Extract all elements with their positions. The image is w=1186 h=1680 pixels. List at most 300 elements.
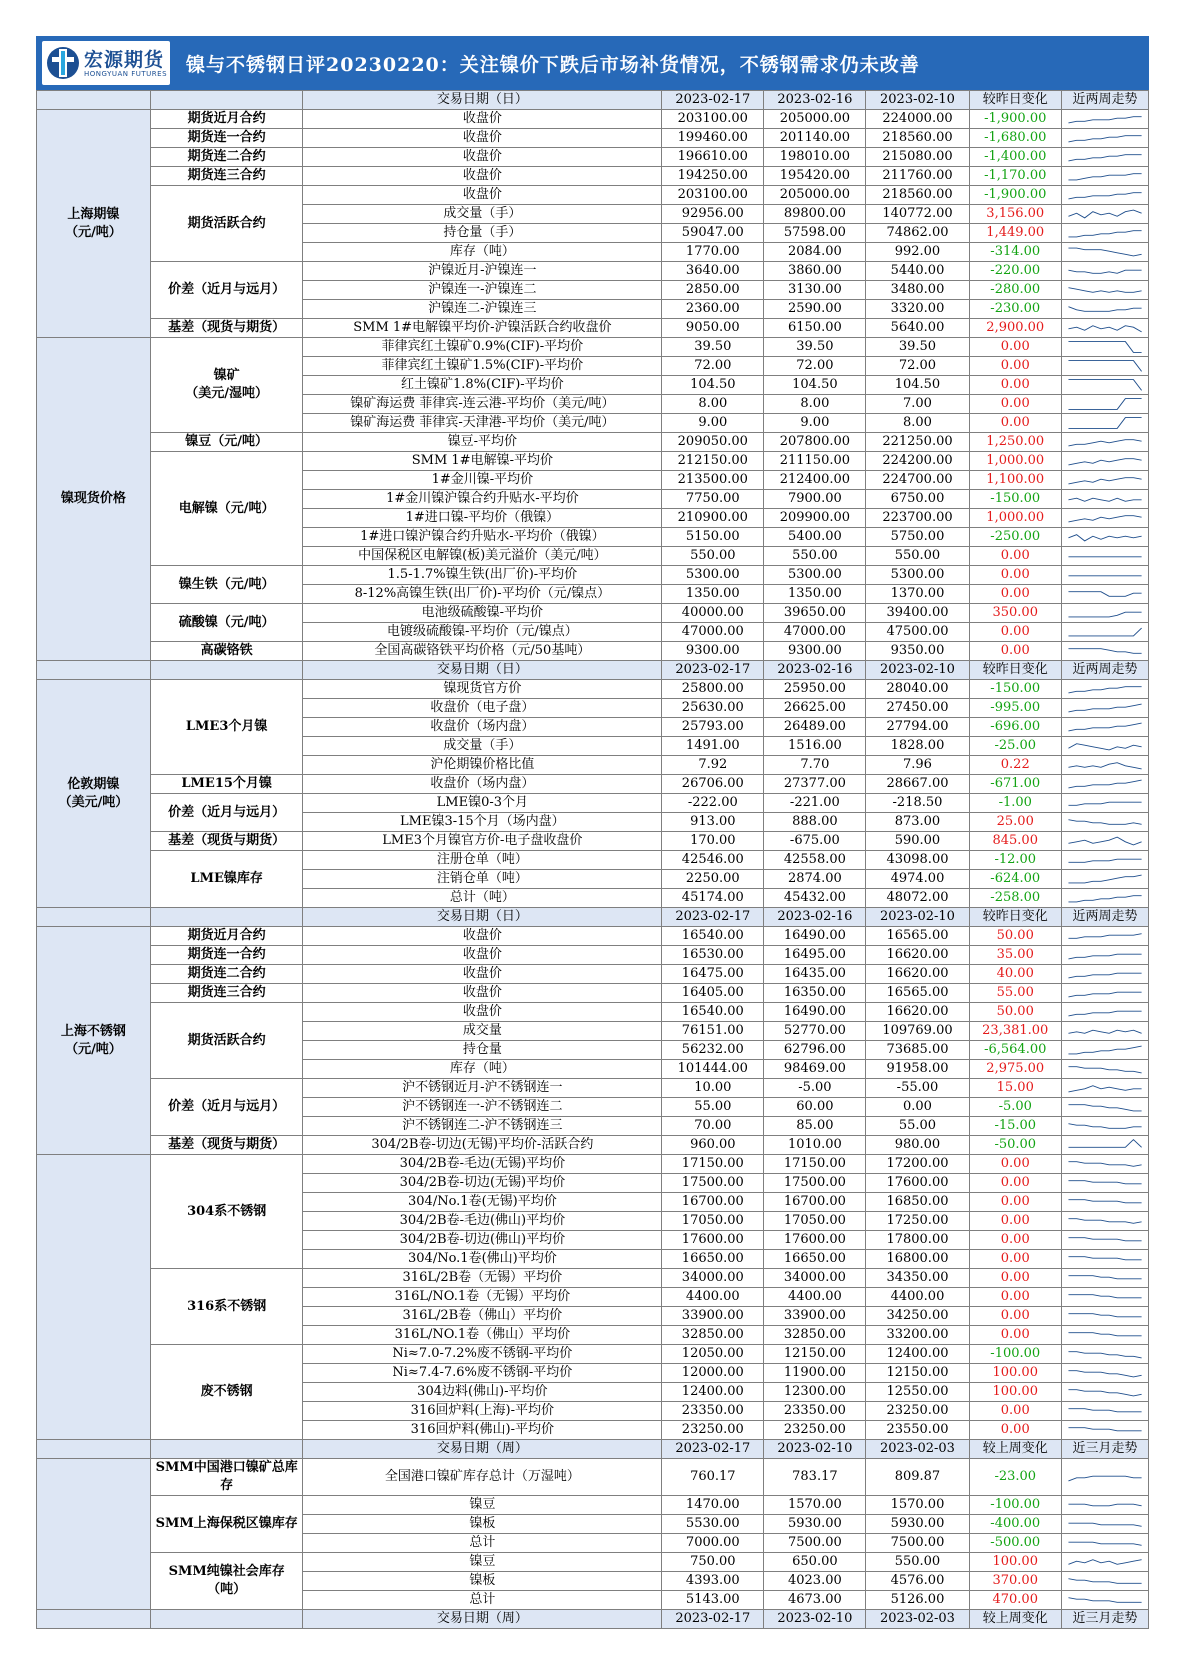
header-change: 较昨日变化 [969, 908, 1061, 927]
value-current: 7750.00 [662, 490, 764, 509]
item-label: 316L/2B卷（无锡）平均价 [303, 1269, 662, 1288]
trend-sparkline [1061, 1060, 1148, 1079]
data-sheet [36, 90, 1149, 1629]
value-prev: 1516.00 [764, 737, 866, 756]
item-label: 沪镍近月-沪镍连一 [303, 262, 662, 281]
value-change: 370.00 [969, 1572, 1061, 1591]
sparkline-series [1068, 954, 1141, 959]
group-label: 上海不锈钢 （元/吨） [37, 927, 151, 1155]
sparkline-series [1068, 1390, 1141, 1396]
trend-sparkline [1061, 566, 1148, 585]
value-week-ago: 6750.00 [866, 490, 969, 509]
value-week-ago: 590.00 [866, 832, 969, 851]
company-logo [42, 41, 170, 85]
sparkline-chart [1062, 205, 1148, 223]
subgroup-label: LME15个月镍 [150, 775, 303, 794]
value-week-ago: 224000.00 [866, 110, 969, 129]
logo-english-name: HONGYUAN FUTURES [84, 70, 168, 78]
sparkline-series [1068, 1030, 1141, 1033]
item-label: 镍豆 [303, 1496, 662, 1515]
value-week-ago: 33200.00 [866, 1326, 969, 1345]
trend-sparkline [1061, 699, 1148, 718]
sparkline-chart [1062, 794, 1148, 812]
value-prev: 3130.00 [764, 281, 866, 300]
value-current: 101444.00 [662, 1060, 764, 1079]
value-week-ago: 215080.00 [866, 148, 969, 167]
value-prev: 89800.00 [764, 205, 866, 224]
trend-sparkline [1061, 471, 1148, 490]
value-change: -1,400.00 [969, 148, 1061, 167]
sparkline-chart [1062, 357, 1148, 375]
value-change: -1.00 [969, 794, 1061, 813]
trend-sparkline [1061, 604, 1148, 623]
trend-sparkline [1061, 756, 1148, 775]
value-week-ago: 34250.00 [866, 1307, 969, 1326]
item-label: 沪不锈钢连二-沪不锈钢连三 [303, 1117, 662, 1136]
header-blank [150, 908, 303, 927]
item-label: 1#进口镍-平均价（俄镍） [303, 509, 662, 528]
trend-sparkline [1061, 680, 1148, 699]
value-prev: 209900.00 [764, 509, 866, 528]
value-prev: 4400.00 [764, 1288, 866, 1307]
value-prev: 16650.00 [764, 1250, 866, 1269]
value-week-ago: 16850.00 [866, 1193, 969, 1212]
value-current: 1491.00 [662, 737, 764, 756]
sparkline-chart [1062, 300, 1148, 318]
sparkline-chart [1062, 775, 1148, 793]
header-blank [150, 1610, 303, 1629]
value-current: 196610.00 [662, 148, 764, 167]
value-prev: 98469.00 [764, 1060, 866, 1079]
item-label: 1#进口镍沪镍合约升贴水-平均价（俄镍） [303, 528, 662, 547]
trend-sparkline [1061, 1364, 1148, 1383]
value-prev: 52770.00 [764, 1022, 866, 1041]
value-change: -400.00 [969, 1515, 1061, 1534]
sparkline-series [1068, 270, 1141, 273]
sparkline-chart [1062, 1212, 1148, 1230]
sparkline-series [1068, 1181, 1141, 1184]
value-current: 25800.00 [662, 680, 764, 699]
value-prev: 16490.00 [764, 1003, 866, 1022]
header-trend: 近两周走势 [1061, 91, 1148, 110]
header-blank [150, 91, 303, 110]
value-change: 1,000.00 [969, 452, 1061, 471]
header-date-1: 2023-02-17 [662, 661, 764, 680]
value-prev: 42558.00 [764, 851, 866, 870]
value-prev: 4023.00 [764, 1572, 866, 1591]
subgroup-label: 高碳铬铁 [150, 642, 303, 661]
value-change: 1,250.00 [969, 433, 1061, 452]
table-row [37, 110, 1149, 129]
item-label: 316L/NO.1卷（佛山）平均价 [303, 1326, 662, 1345]
value-current: 760.17 [662, 1459, 764, 1496]
value-prev: 207800.00 [764, 433, 866, 452]
value-week-ago: 39.50 [866, 338, 969, 357]
table-row [37, 775, 1149, 794]
value-change: 0.00 [969, 338, 1061, 357]
sparkline-chart [1062, 718, 1148, 736]
item-label: 镍矿海运费 菲律宾-天津港-平均价（美元/吨） [303, 414, 662, 433]
value-prev: 2874.00 [764, 870, 866, 889]
value-current: 25793.00 [662, 718, 764, 737]
sparkline-series [1068, 1086, 1141, 1092]
value-current: 12050.00 [662, 1345, 764, 1364]
value-prev: 72.00 [764, 357, 866, 376]
item-label: Ni≈7.4-7.6%废不锈钢-平均价 [303, 1364, 662, 1383]
value-current: -222.00 [662, 794, 764, 813]
trend-sparkline [1061, 243, 1148, 262]
sparkline-series [1068, 744, 1141, 750]
item-label: 收盘价（场内盘） [303, 718, 662, 737]
header-trend: 近三月走势 [1061, 1610, 1148, 1629]
sparkline-series [1068, 361, 1141, 372]
value-current: 5143.00 [662, 1591, 764, 1610]
sparkline-chart [1062, 1468, 1148, 1486]
value-change: -220.00 [969, 262, 1061, 281]
value-week-ago: 5300.00 [866, 566, 969, 585]
subgroup-label: 电解镍（元/吨） [150, 452, 303, 566]
value-week-ago: 5126.00 [866, 1591, 969, 1610]
value-change: 0.00 [969, 414, 1061, 433]
header-change: 较上周变化 [969, 1440, 1061, 1459]
item-label: 316L/2B卷（佛山）平均价 [303, 1307, 662, 1326]
value-change: 2,975.00 [969, 1060, 1061, 1079]
item-label: 全国高碳铬铁平均价格（元/50基吨） [303, 642, 662, 661]
sparkline-series [1068, 288, 1141, 293]
value-change: 1,000.00 [969, 509, 1061, 528]
trend-sparkline [1061, 205, 1148, 224]
value-current: 3640.00 [662, 262, 764, 281]
value-week-ago: 55.00 [866, 1117, 969, 1136]
value-prev: 12300.00 [764, 1383, 866, 1402]
subgroup-label: 期货连一合约 [150, 129, 303, 148]
item-label: 收盘价 [303, 129, 662, 148]
value-week-ago: 16565.00 [866, 927, 969, 946]
table-row [37, 338, 1149, 357]
table-row [37, 680, 1149, 699]
value-current: 212150.00 [662, 452, 764, 471]
trend-sparkline [1061, 110, 1148, 129]
value-prev: 5400.00 [764, 528, 866, 547]
value-prev: 8.00 [764, 395, 866, 414]
item-label: 1#金川镍-平均价 [303, 471, 662, 490]
sparkline-chart [1062, 1136, 1148, 1154]
value-current: 17600.00 [662, 1231, 764, 1250]
value-week-ago: 5930.00 [866, 1515, 969, 1534]
sparkline-chart [1062, 1193, 1148, 1211]
subgroup-label: SMM中国港口镍矿总库存 [150, 1459, 303, 1496]
value-prev: -221.00 [764, 794, 866, 813]
value-current: 2250.00 [662, 870, 764, 889]
subgroup-label: 基差（现货与期货） [150, 319, 303, 338]
value-current: 39.50 [662, 338, 764, 357]
value-week-ago: 74862.00 [866, 224, 969, 243]
sparkline-series [1068, 231, 1141, 237]
value-prev: 26489.00 [764, 718, 866, 737]
value-current: 960.00 [662, 1136, 764, 1155]
value-change: 40.00 [969, 965, 1061, 984]
table-row [37, 642, 1149, 661]
value-prev: 205000.00 [764, 186, 866, 205]
value-prev: 3860.00 [764, 262, 866, 281]
table-row [37, 167, 1149, 186]
value-change: 0.22 [969, 756, 1061, 775]
value-change: 0.00 [969, 1307, 1061, 1326]
item-label: 304/2B卷-切边(无锡)平均价-活跃合约 [303, 1136, 662, 1155]
value-week-ago: 992.00 [866, 243, 969, 262]
sparkline-chart [1062, 1383, 1148, 1401]
value-current: 10.00 [662, 1079, 764, 1098]
table-row [37, 148, 1149, 167]
value-week-ago: 16620.00 [866, 1003, 969, 1022]
value-week-ago: 5640.00 [866, 319, 969, 338]
sparkline-series [1068, 1257, 1141, 1260]
value-current: 40000.00 [662, 604, 764, 623]
sparkline-chart [1062, 414, 1148, 432]
value-week-ago: 91958.00 [866, 1060, 969, 1079]
item-label: 总计 [303, 1591, 662, 1610]
value-week-ago: 1370.00 [866, 585, 969, 604]
trend-sparkline [1061, 1098, 1148, 1117]
value-change: 0.00 [969, 357, 1061, 376]
value-week-ago: 7.00 [866, 395, 969, 414]
sparkline-series [1068, 1295, 1141, 1298]
sparkline-chart [1062, 1345, 1148, 1363]
trend-sparkline [1061, 1307, 1148, 1326]
value-week-ago: 48072.00 [866, 889, 969, 908]
subgroup-label: 价差（近月与远月） [150, 794, 303, 832]
value-change: -5.00 [969, 1098, 1061, 1117]
value-current: 213500.00 [662, 471, 764, 490]
sparkline-series [1068, 459, 1141, 465]
header-trend: 近两周走势 [1061, 908, 1148, 927]
value-prev: 205000.00 [764, 110, 866, 129]
item-label: 收盘价 [303, 1003, 662, 1022]
trend-sparkline [1061, 775, 1148, 794]
sparkline-series [1068, 723, 1141, 731]
value-prev: 23350.00 [764, 1402, 866, 1421]
table-row [37, 1155, 1149, 1174]
value-change: -100.00 [969, 1496, 1061, 1515]
sparkline-chart [1062, 376, 1148, 394]
item-label: 收盘价（电子盘） [303, 699, 662, 718]
trend-sparkline [1061, 813, 1148, 832]
value-week-ago: 224200.00 [866, 452, 969, 471]
value-current: 913.00 [662, 813, 764, 832]
item-label: 316L/NO.1卷（无锡）平均价 [303, 1288, 662, 1307]
value-change: 1,100.00 [969, 471, 1061, 490]
trend-sparkline [1061, 946, 1148, 965]
header-date-1: 2023-02-17 [662, 1440, 764, 1459]
trend-sparkline [1061, 718, 1148, 737]
header-blank [37, 1610, 151, 1629]
sparkline-series [1068, 837, 1141, 845]
value-prev: 85.00 [764, 1117, 866, 1136]
item-label: 收盘价 [303, 110, 662, 129]
trend-sparkline [1061, 1193, 1148, 1212]
sparkline-series [1068, 704, 1141, 712]
item-label: 304/No.1卷(佛山)平均价 [303, 1250, 662, 1269]
value-change: 50.00 [969, 927, 1061, 946]
value-week-ago: 223700.00 [866, 509, 969, 528]
trend-sparkline [1061, 1534, 1148, 1553]
trend-sparkline [1061, 281, 1148, 300]
item-label: 316回炉料(上海)-平均价 [303, 1402, 662, 1421]
value-current: 2360.00 [662, 300, 764, 319]
value-current: 23350.00 [662, 1402, 764, 1421]
table-row [37, 433, 1149, 452]
trend-sparkline [1061, 889, 1148, 908]
sparkline-chart [1062, 433, 1148, 451]
value-prev: 7900.00 [764, 490, 866, 509]
item-label: 304/No.1卷(无锡)平均价 [303, 1193, 662, 1212]
header-date-2: 2023-02-16 [764, 91, 866, 110]
value-week-ago: 809.87 [866, 1459, 969, 1496]
value-change: 0.00 [969, 395, 1061, 414]
value-prev: 16700.00 [764, 1193, 866, 1212]
value-prev: 39.50 [764, 338, 866, 357]
item-label: 收盘价 [303, 927, 662, 946]
trend-sparkline [1061, 338, 1148, 357]
sparkline-series [1068, 342, 1141, 353]
sparkline-chart [1062, 756, 1148, 774]
sparkline-chart [1062, 737, 1148, 755]
subgroup-label: 期货活跃合约 [150, 186, 303, 262]
value-change: -150.00 [969, 680, 1061, 699]
subgroup-label: 期货近月合约 [150, 927, 303, 946]
value-change: -1,900.00 [969, 110, 1061, 129]
value-current: 16540.00 [662, 927, 764, 946]
value-prev: 16435.00 [764, 965, 866, 984]
date-header-row [37, 661, 1149, 680]
table-row [37, 262, 1149, 281]
value-current: 9050.00 [662, 319, 764, 338]
sparkline-chart [1062, 1307, 1148, 1325]
value-change: 23,381.00 [969, 1022, 1061, 1041]
value-prev: 9.00 [764, 414, 866, 433]
trend-sparkline [1061, 1155, 1148, 1174]
value-week-ago: 28667.00 [866, 775, 969, 794]
value-week-ago: 12400.00 [866, 1345, 969, 1364]
sparkline-series [1068, 516, 1141, 522]
trend-sparkline [1061, 642, 1148, 661]
value-current: 70.00 [662, 1117, 764, 1136]
item-label: 中国保税区电解镍(板)美元溢价（美元/吨） [303, 547, 662, 566]
trend-sparkline [1061, 1288, 1148, 1307]
value-change: -314.00 [969, 243, 1061, 262]
trend-sparkline [1061, 623, 1148, 642]
trend-sparkline [1061, 1383, 1148, 1402]
value-change: -258.00 [969, 889, 1061, 908]
value-week-ago: 17600.00 [866, 1174, 969, 1193]
item-label: 红土镍矿1.8%(CIF)-平均价 [303, 376, 662, 395]
sparkline-series [1068, 1314, 1141, 1317]
value-change: -696.00 [969, 718, 1061, 737]
item-label: 收盘价 [303, 984, 662, 1003]
trend-sparkline [1061, 984, 1148, 1003]
value-current: 1350.00 [662, 585, 764, 604]
sparkline-series [1068, 1046, 1141, 1054]
value-week-ago: 0.00 [866, 1098, 969, 1117]
trend-sparkline [1061, 224, 1148, 243]
value-week-ago: 104.50 [866, 376, 969, 395]
value-change: 100.00 [969, 1364, 1061, 1383]
value-current: 1770.00 [662, 243, 764, 262]
value-current: 34000.00 [662, 1269, 764, 1288]
sparkline-chart [1062, 984, 1148, 1002]
value-week-ago: 221250.00 [866, 433, 969, 452]
value-change: 1,449.00 [969, 224, 1061, 243]
value-current: 12000.00 [662, 1364, 764, 1383]
sparkline-chart [1062, 1022, 1148, 1040]
sparkline-series [1068, 612, 1141, 617]
item-label: 总计 [303, 1534, 662, 1553]
trend-sparkline [1061, 148, 1148, 167]
item-label: 收盘价 [303, 946, 662, 965]
sparkline-series [1068, 1140, 1141, 1148]
value-change: 100.00 [969, 1553, 1061, 1572]
item-label: 沪伦期镍价格比值 [303, 756, 662, 775]
group-label: 镍现货价格 [37, 338, 151, 661]
header-trend: 近两周走势 [1061, 661, 1148, 680]
sparkline-chart [1062, 1155, 1148, 1173]
value-week-ago: 3320.00 [866, 300, 969, 319]
value-current: 55.00 [662, 1098, 764, 1117]
value-change: -995.00 [969, 699, 1061, 718]
sparkline-series [1068, 174, 1141, 180]
value-current: 92956.00 [662, 205, 764, 224]
trend-sparkline [1061, 1459, 1148, 1496]
date-header-row [37, 91, 1149, 110]
sparkline-series [1068, 380, 1141, 391]
table-row [37, 851, 1149, 870]
item-label: 注销仓单（吨） [303, 870, 662, 889]
sparkline-series [1068, 478, 1141, 484]
sparkline-series [1068, 592, 1141, 597]
item-label: 注册仓单（吨） [303, 851, 662, 870]
sparkline-chart [1062, 224, 1148, 242]
value-prev: 4673.00 [764, 1591, 866, 1610]
subgroup-label: 期货活跃合约 [150, 1003, 303, 1079]
item-label: 成交量 [303, 1022, 662, 1041]
value-change: 0.00 [969, 566, 1061, 585]
value-prev: 26625.00 [764, 699, 866, 718]
sparkline-series [1068, 1124, 1141, 1129]
trend-sparkline [1061, 300, 1148, 319]
sparkline-series [1068, 1409, 1141, 1412]
value-current: 72.00 [662, 357, 764, 376]
trend-sparkline [1061, 1515, 1148, 1534]
sparkline-series [1068, 1598, 1141, 1603]
value-current: 47000.00 [662, 623, 764, 642]
sparkline-chart [1062, 110, 1148, 128]
value-week-ago: 23550.00 [866, 1421, 969, 1440]
sparkline-chart [1062, 490, 1148, 508]
nickel-stainless-table [36, 90, 1149, 1629]
value-prev: 57598.00 [764, 224, 866, 243]
value-current: 42546.00 [662, 851, 764, 870]
item-label: 镍板 [303, 1572, 662, 1591]
value-current: 26706.00 [662, 775, 764, 794]
header-trade-date: 交易日期（周） [303, 1440, 662, 1459]
item-label: 8-12%高镍生铁(出厂价)-平均价（元/镍点） [303, 585, 662, 604]
value-prev: 62796.00 [764, 1041, 866, 1060]
value-change: -23.00 [969, 1459, 1061, 1496]
sparkline-chart [1062, 452, 1148, 470]
sparkline-chart [1062, 1572, 1148, 1590]
sparkline-series [1068, 763, 1141, 769]
value-week-ago: 980.00 [866, 1136, 969, 1155]
